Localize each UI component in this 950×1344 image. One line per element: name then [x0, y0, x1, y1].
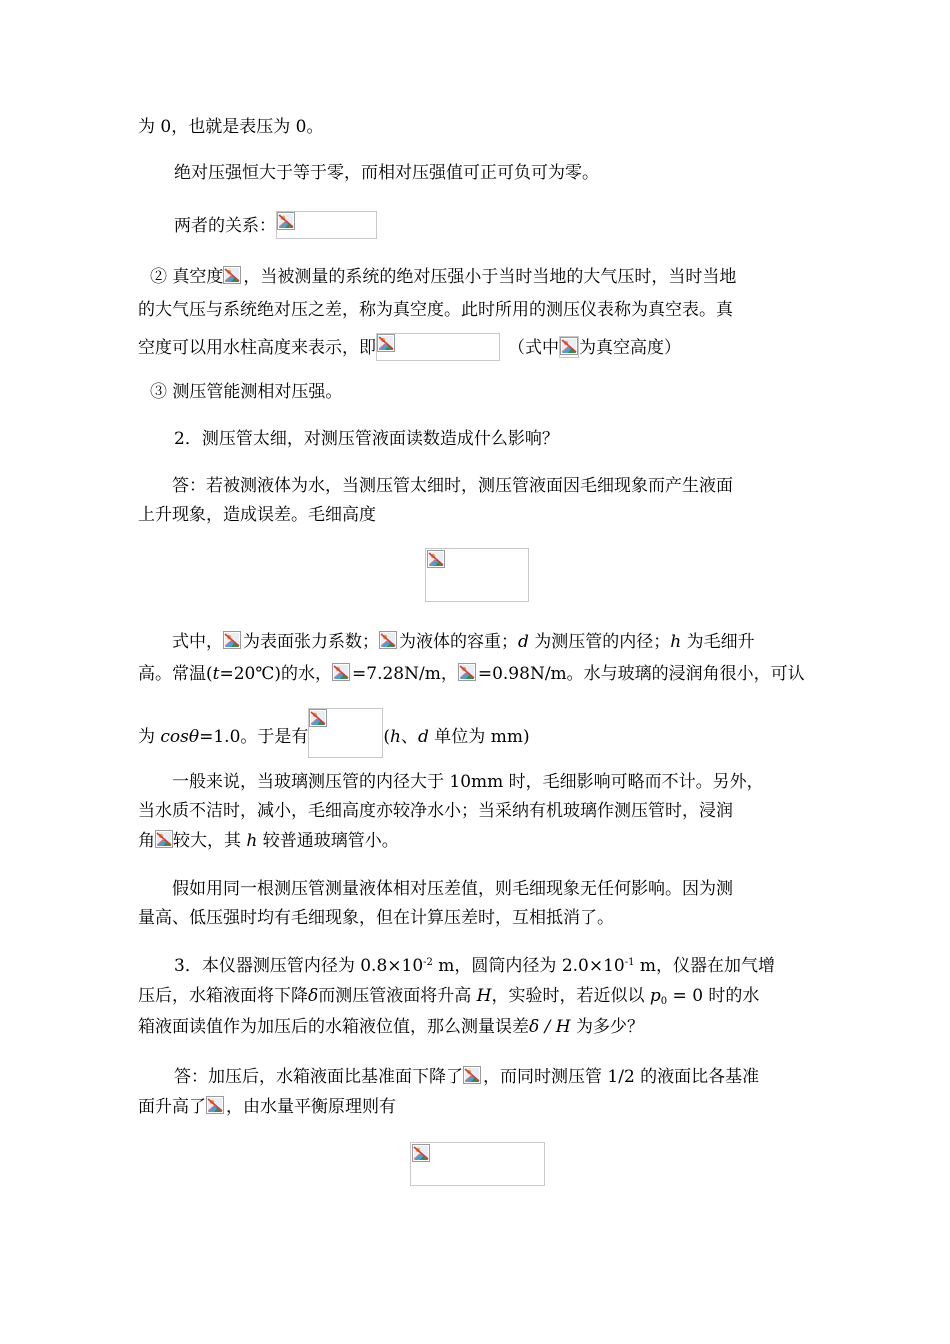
text-span: =1.0。于是有 [199, 727, 309, 747]
text-span: 单位为 mm) [428, 727, 530, 747]
subscript: 0 [660, 996, 668, 1007]
text-span: ，实验时，若近似以 [491, 986, 650, 1006]
broken-image-icon [223, 631, 241, 649]
superscript: -2 [423, 957, 433, 968]
text-line [174, 428, 854, 450]
text-line [172, 475, 852, 497]
text-line [138, 333, 818, 361]
text-span: =7.28N/m， [352, 664, 458, 684]
math-variable: H [476, 986, 492, 1006]
text-span: m，仪器在加气增 [634, 956, 776, 976]
text-span: = 0 时的水 [667, 986, 760, 1006]
formula-image [223, 266, 243, 286]
math-variable: δ [308, 986, 319, 1006]
text-line [138, 800, 818, 822]
text-span: =20℃)的水， [219, 664, 333, 684]
text-line [172, 771, 852, 793]
text-span: 较大，其 [173, 831, 247, 851]
math-variable: δ / H [529, 1017, 571, 1037]
text-span: ，当被测量的系统的绝对压强小于当时当地的大气压时，当时当地 [243, 267, 737, 287]
text-span: 假如用同一根测压管测量液体相对压差值，则毛细现象无任何影响。因为测 [172, 879, 733, 899]
text-span: 上升现象，造成误差。毛细高度 [138, 505, 376, 525]
text-line [150, 266, 830, 288]
formula-image [308, 708, 383, 758]
math-variable: d [418, 727, 429, 747]
text-span: 为测压管的内径； [528, 632, 671, 652]
broken-image-icon [332, 663, 350, 681]
text-span: ( [383, 727, 391, 747]
text-line [172, 631, 852, 653]
text-span: 当水质不洁时，减小，毛细高度亦较净水小；当采纳有机玻璃作测压管时，浸润 [138, 801, 733, 821]
text-span: 为多少？ [570, 1017, 645, 1037]
text-line [138, 116, 818, 138]
text-line [138, 299, 818, 321]
math-variable: h [390, 727, 401, 747]
broken-image-icon [155, 830, 173, 848]
text-span: 绝对压强恒大于等于零，而相对压强值可正可负可为零。 [174, 163, 599, 183]
text-line [174, 955, 854, 977]
text-span: =0.98N/m。水与玻璃的浸润角很小，可认 [477, 664, 805, 684]
formula-image [410, 1142, 545, 1186]
text-span: 的大气压与系统绝对压之差，称为真空度。此时所用的测压仪表称为真空表。真 [138, 300, 733, 320]
text-span: m，圆筒内径为 2.0×10 [432, 956, 625, 976]
text-span: 箱液面读值作为加压后的水箱液位值，那么测量误差 [138, 1017, 529, 1037]
text-line [138, 504, 818, 526]
formula-image [463, 1066, 483, 1086]
text-span: 为 [138, 727, 161, 747]
broken-image-icon [560, 337, 578, 355]
formula-image [559, 336, 579, 358]
formula-image [223, 631, 243, 651]
broken-image-icon [458, 663, 476, 681]
formula-image [276, 211, 377, 239]
text-span: ，由水量平衡原理则有 [226, 1097, 396, 1117]
text-span: ，而同时测压管 1/2 的液面比各基准 [483, 1067, 760, 1087]
text-span: 为液体的容重； [399, 632, 518, 652]
text-span: 、 [401, 727, 418, 747]
text-line [138, 985, 818, 1007]
text-span: 答：加压后，水箱液面比基准面下降了 [174, 1067, 463, 1087]
formula-image [458, 663, 478, 683]
text-span: 面升高了 [138, 1097, 206, 1117]
text-line [138, 708, 818, 758]
math-variable: h [670, 632, 682, 652]
text-span: 高。常温( [138, 664, 213, 684]
text-span: 为表面张力系数； [243, 632, 379, 652]
math-variable: p [649, 986, 661, 1006]
text-span: 为真空高度） [579, 338, 681, 358]
text-line [138, 1016, 818, 1038]
text-span: 2．测压管太细，对测压管液面读数造成什么影响？ [174, 429, 559, 449]
text-line [174, 162, 854, 184]
text-line [138, 1096, 818, 1118]
broken-image-icon [379, 631, 397, 649]
superscript: -1 [624, 957, 635, 968]
math-variable: d [518, 632, 529, 652]
text-span: （式中 [508, 338, 559, 358]
math-variable: cosθ [160, 727, 200, 747]
text-line [174, 1066, 854, 1088]
formula-image [332, 663, 352, 683]
broken-image-icon [309, 709, 327, 727]
text-span: 为毛细升 [681, 632, 755, 652]
formula-image [206, 1096, 226, 1116]
formula-image [379, 631, 399, 651]
text-span: 为 0，也就是表压为 0。 [138, 117, 324, 137]
text-span: 一般来说，当玻璃测压管的内径大于 10mm 时，毛细影响可略而不计。另外， [172, 772, 764, 792]
text-line [172, 878, 852, 900]
text-span: 两者的关系： [174, 216, 276, 236]
text-span: 压后，水箱液面将下降 [138, 986, 308, 1006]
text-line [138, 663, 818, 685]
text-span: 量高、低压强时均有毛细现象，但在计算压差时，互相抵消了。 [138, 908, 614, 928]
text-span: 答：若被测液体为水，当测压管太细时，测压管液面因毛细现象而产生液面 [172, 476, 733, 496]
math-variable: h [246, 831, 258, 851]
text-line [138, 830, 818, 852]
formula-image [155, 830, 173, 850]
text-span: 角 [138, 831, 155, 851]
text-line [174, 211, 854, 239]
math-variable: t [212, 664, 220, 684]
broken-image-icon [412, 1144, 430, 1162]
formula-image [376, 333, 500, 361]
text-line [138, 907, 818, 929]
text-span: ③ 测压管能测相对压强。 [150, 382, 343, 402]
text-span: 3．本仪器测压管内径为 0.8×10 [174, 956, 424, 976]
text-span: 而测压管液面将升高 [318, 986, 477, 1006]
broken-image-icon [223, 266, 241, 284]
text-line [150, 381, 830, 403]
text-span: 式中， [172, 632, 223, 652]
broken-image-icon [206, 1096, 224, 1114]
text-span: 较普通玻璃管小。 [257, 831, 399, 851]
text-span: 空度可以用水柱高度来表示，即 [138, 338, 376, 358]
broken-image-icon [277, 212, 295, 230]
text-span: ② 真空度 [150, 267, 224, 287]
broken-image-icon [463, 1066, 481, 1084]
formula-image [425, 548, 529, 602]
broken-image-icon [427, 550, 445, 568]
broken-image-icon [377, 334, 395, 352]
